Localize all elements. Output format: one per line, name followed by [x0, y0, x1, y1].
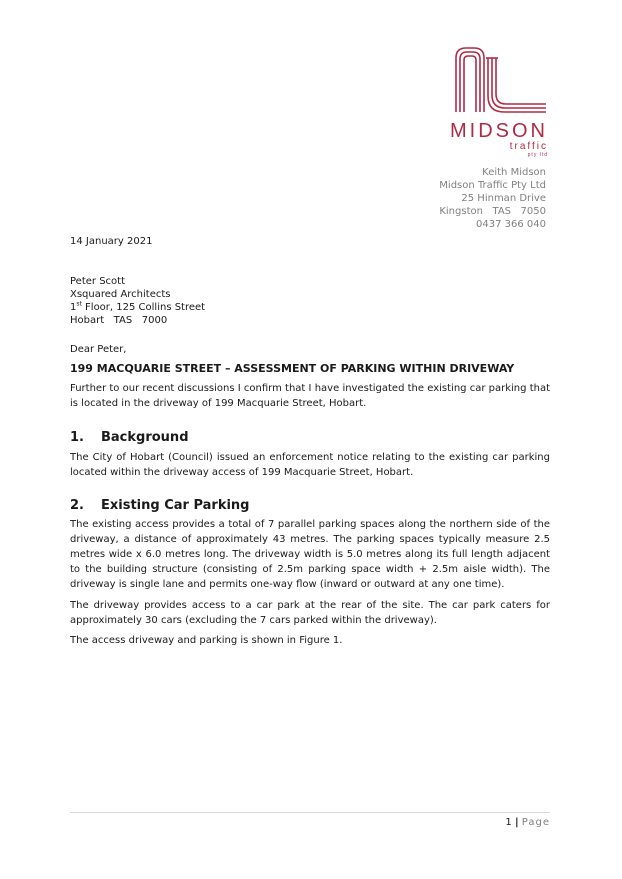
logo-wordmark: MIDSON	[450, 120, 548, 142]
background-paragraph: The City of Hobart (Council) issued an enforcement notice relating to the existing car parking located within the driveway access of 199 Macquarie Street, Hobart.	[70, 452, 550, 478]
section-heading-existing-car-parking: 2. Existing Car Parking	[70, 498, 250, 513]
sender-phone: 0437 366 040	[476, 219, 546, 230]
page-number: 1	[505, 817, 512, 828]
logo-subtitle: traffic	[509, 141, 548, 152]
parking-paragraph-1: The existing access provides a total of 7 parallel parking spaces along the northern side of the driveway, a distance of approximately 43 metres. The parking spaces typically measure 2.5 metres wide x 6.0 metres long. The driveway width is 5.0 metres along its full length adjacent to the building structure (consisting of 2.5m parking space width + 2.5m aisle width). The driveway is single lane and permits one-way flow (inward or outward at any one time).	[70, 519, 550, 590]
parking-paragraph-3: The access driveway and parking is shown in Figure 1.	[70, 635, 343, 646]
intro-paragraph: Further to our recent discussions I confirm that I have investigated the existing car parking that is located in the driveway of 199 Macquarie Street, Hobart.	[70, 383, 550, 409]
parking-paragraph-2: The driveway provides access to a car park at the rear of the site. The car park caters for approximately 30 cars (excluding the 7 cars parked within the driveway).	[70, 600, 550, 626]
section-heading-background: 1. Background	[70, 430, 189, 445]
page-footer	[470, 816, 550, 829]
letter-date: 14 January 2021	[70, 236, 153, 247]
sender-company: Midson Traffic Pty Ltd	[439, 180, 546, 191]
logo-pty: pty ltd	[527, 152, 548, 158]
recipient-street: 1st Floor, 125 Collins Street	[70, 300, 206, 313]
sender-block	[380, 166, 546, 231]
footer-divider	[70, 812, 550, 813]
sender-street: 25 Hinman Drive	[461, 193, 546, 204]
page-label: Page	[521, 817, 550, 828]
midson-logo-icon	[448, 44, 548, 114]
page-separator: |	[514, 817, 519, 828]
recipient-city: Hobart TAS 7000	[70, 315, 168, 326]
sender-locality: Kingston TAS 7050	[439, 206, 546, 217]
salutation: Dear Peter,	[70, 344, 127, 355]
recipient-company: Xsquared Architects	[70, 289, 171, 300]
subject-heading: 199 MACQUARIE STREET – ASSESSMENT OF PARKING WITHIN DRIVEWAY	[70, 362, 515, 375]
recipient-name: Peter Scott	[70, 276, 125, 287]
sender-name: Keith Midson	[482, 167, 546, 178]
recipient-block	[70, 275, 205, 327]
